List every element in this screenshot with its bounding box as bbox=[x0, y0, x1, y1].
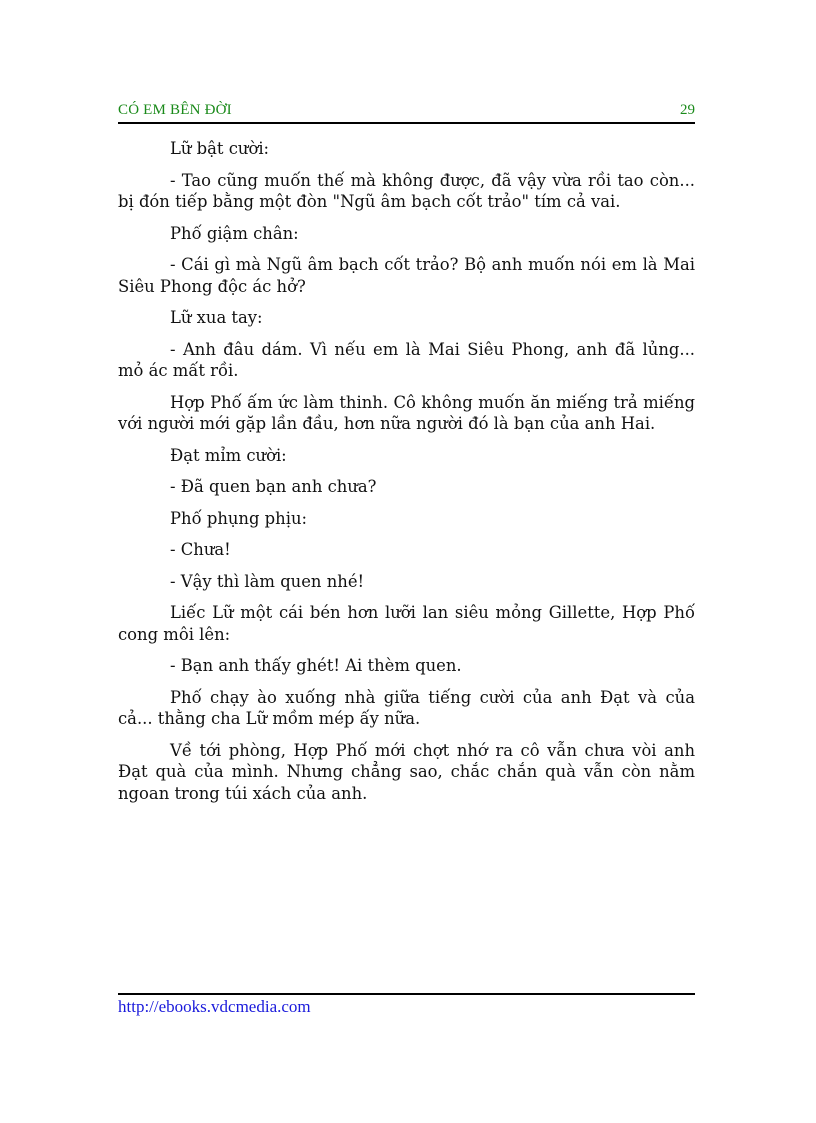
paragraph: Phố phụng phịu: bbox=[170, 508, 308, 528]
paragraph: Đạt mỉm cười: bbox=[170, 445, 287, 465]
paragraph: - Bạn anh thấy ghét! Ai thèm quen. bbox=[170, 656, 462, 675]
paragraph: - Tao cũng muốn thế mà không được, đã vậy vừa rồi tao còn... bị đón tiếp bằng một đòn "Ngũ âm bạch cốt trảo" tím cả vai. bbox=[118, 170, 695, 211]
paragraph: Hợp Phố ấm ức làm thinh. Cô không muốn ăn miếng trả miếng với người mới gặp lần đầu, hơn nữa người đó là bạn của anh Hai. bbox=[118, 392, 695, 433]
paragraph: - Chưa! bbox=[170, 540, 231, 559]
paragraph: Phố chạy ào xuống nhà giữa tiếng cười của anh Đạt và của cả... thằng cha Lữ mồm mép ấy nữa. bbox=[118, 687, 695, 728]
page-header bbox=[118, 100, 695, 124]
book-title: CÓ EM BÊN ĐỜI bbox=[118, 102, 232, 118]
paragraph: Lữ bật cười: bbox=[170, 139, 270, 158]
body-text bbox=[118, 138, 695, 814]
paragraph: Liếc Lữ một cái bén hơn lưỡi lan siêu mỏng Gillette, Hợp Phố cong môi lên: bbox=[118, 603, 695, 644]
paragraph: Về tới phòng, Hợp Phố mới chợt nhớ ra cô vẫn chưa vòi anh Đạt quà của mình. Nhưng chẳng sao, chắc chắn quà vẫn còn nằm ngoan trong túi xách của anh. bbox=[118, 740, 695, 803]
paragraph: - Đã quen bạn anh chưa? bbox=[170, 477, 377, 496]
paragraph: Lữ xua tay: bbox=[170, 308, 263, 327]
paragraph: - Vậy thì làm quen nhé! bbox=[170, 571, 365, 591]
paragraph: - Cái gì mà Ngũ âm bạch cốt trảo? Bộ anh muốn nói em là Mai Siêu Phong độc ác hở? bbox=[118, 255, 695, 296]
paragraph: - Anh đâu dám. Vì nếu em là Mai Siêu Phong, anh đã lủng... mỏ ác mất rồi. bbox=[118, 339, 695, 380]
footer-link[interactable]: http://ebooks.vdcmedia.com bbox=[118, 997, 311, 1016]
page-footer bbox=[118, 993, 695, 1017]
paragraph: Phố giậm chân: bbox=[170, 223, 299, 243]
page-number: 29 bbox=[680, 102, 695, 118]
